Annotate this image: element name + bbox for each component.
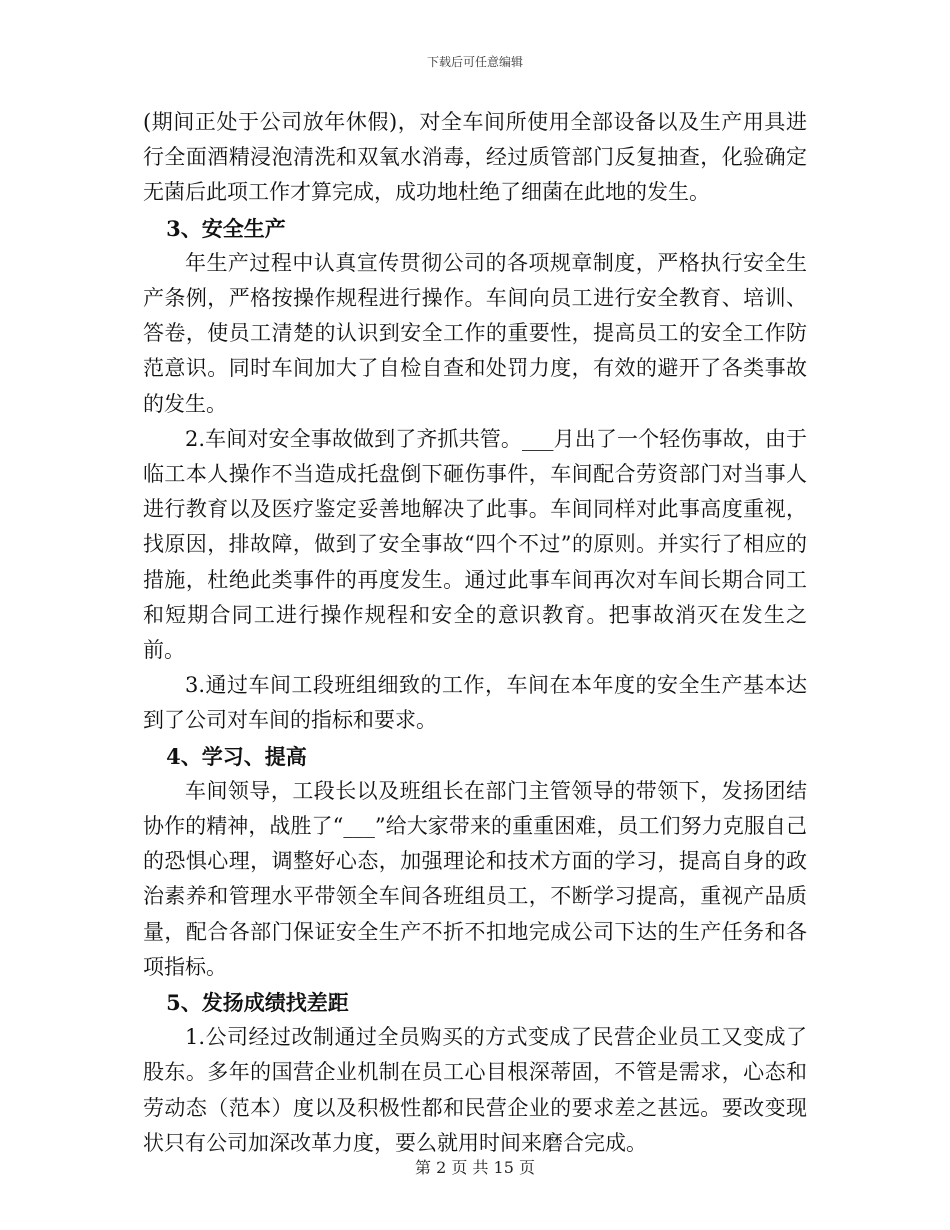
- section-heading-gaps: 5、发扬成绩找差距: [166, 990, 349, 1016]
- paragraph-learning: 车间领导，工段长以及班组长在部门主管领导的带领下，发扬团结协作的精神，战胜了“___”给大家带来的重重困难，员工们努力克服自己的恐惧心理，调整好心态，加强理论和技术方面的学习，提高自身的政治素养和管理水平带领全车间各班组员工，不断学习提高，重视产品质量，配合各部门保证安全生产不折不扣地完成公司下达的生产任务和各项指标。: [143, 778, 807, 979]
- section-heading-safety: 3、安全生产: [166, 215, 286, 241]
- section-heading-learning: 4、学习、提高: [166, 743, 307, 769]
- paragraph-safety-2: 2.车间对安全事故做到了齐抓共管。___月出了一个轻伤事故，由于临工本人操作不当造成托盘倒下砸伤事件，车间配合劳资部门对当事人进行教育以及医疗鉴定妥善地解决了此事。车间同样对此事高度重视，找原因，排故障，做到了安全事故“四个不过”的原则。并实行了相应的措施，杜绝此类事件的再度发生。通过此事车间再次对车间长期合同工和短期合同工进行操作规程和安全的意识教育。把事故消灭在发生之前。: [143, 426, 807, 663]
- paragraph-gaps-1: 1.公司经过改制通过全员购买的方式变成了民营企业员工又变成了股东。多年的国营企业机制在员工心目根深蒂固，不管是需求，心态和劳动态（范本）度以及积极性都和民营企业的要求差之甚远。要改变现状只有公司加深改革力度，要么就用时间来磨合完成。: [143, 1025, 807, 1155]
- paragraph-continuation: (期间正处于公司放年休假)，对全车间所使用全部设备以及生产用具进行全面酒精浸泡清洗和双氧水消毒，经过质管部门反复抽查，化验确定无菌后此项工作才算完成，成功地杜绝了细菌在此地的发生。: [143, 110, 807, 205]
- document-body: [143, 105, 807, 1161]
- paragraph-safety-3: 3.通过车间工段班组细致的工作，车间在本年度的安全生产基本达到了公司对车间的指标和要求。: [143, 673, 807, 733]
- paragraph-safety-1: 年生产过程中认真宣传贯彻公司的各项规章制度，严格执行安全生产条例，严格按操作规程进行操作。车间向员工进行安全教育、培训、答卷，使员工清楚的认识到安全工作的重要性，提高员工的安全工作防范意识。同时车间加大了自检自查和处罚力度，有效的避开了各类事故的发生。: [143, 250, 807, 416]
- page-footer: 第 2 页 共 15 页: [415, 1158, 535, 1177]
- page-header: 下载后可任意编辑: [426, 55, 523, 69]
